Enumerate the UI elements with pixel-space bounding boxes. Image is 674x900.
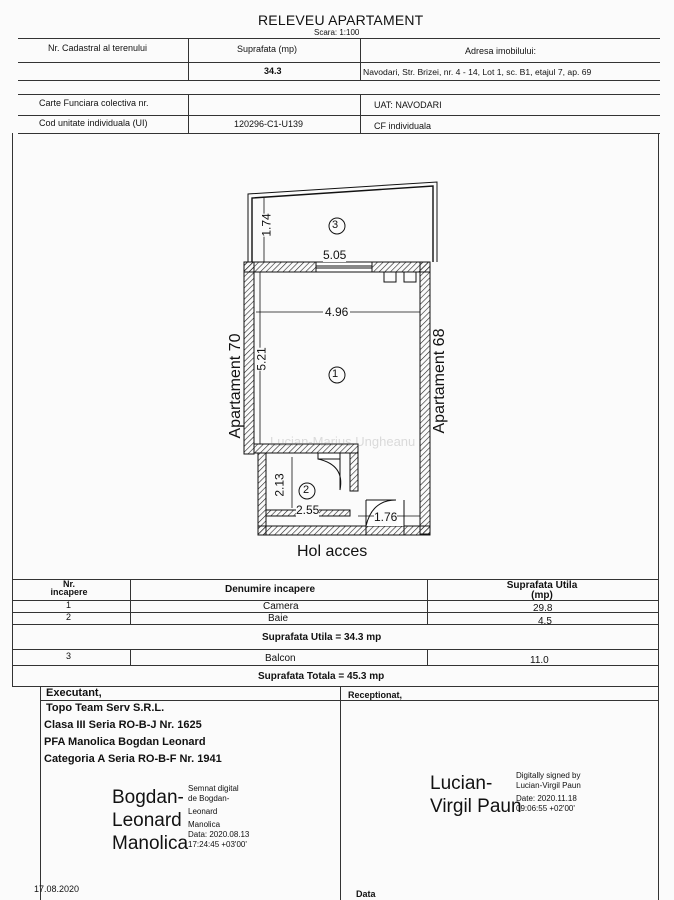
- dimension-lines: [256, 198, 420, 516]
- useful-total: Suprafata Utila = 34.3 mp: [262, 632, 382, 643]
- dim-balcony-height: 1.74: [259, 213, 274, 237]
- grand-total: Suprafata Totala = 45.3 mp: [258, 671, 385, 682]
- cadastral-label: Nr. Cadastral al terenului: [48, 43, 148, 53]
- signature-name-line: Lucian-: [430, 773, 493, 794]
- row-3-area: 11.0: [530, 655, 549, 666]
- table-col-divider: [130, 579, 131, 624]
- executant-digital-signature: [112, 786, 188, 855]
- dim-bath-width: 2.55: [296, 503, 320, 517]
- table-col-divider: [130, 649, 131, 665]
- land-book-label: Carte Funciara colectiva nr.: [39, 98, 149, 108]
- executant-company: Topo Team Serv S.R.L.: [46, 702, 165, 714]
- row-1-area: 29.8: [533, 603, 553, 614]
- uat-label: UAT: NAVODARI: [374, 100, 442, 110]
- signature-col-divider: [340, 686, 341, 900]
- dim-room-width: 4.96: [325, 305, 349, 319]
- right-neighbor-label: Apartament 68: [431, 328, 448, 434]
- dim-room-height: 5.21: [254, 347, 269, 371]
- executant-category: Categoria A Seria RO-B-F Nr. 1941: [44, 753, 222, 765]
- executant-signature-details: [188, 784, 249, 850]
- signature-name-line: Leonard: [112, 810, 182, 831]
- col-header-name: Denumire incapere: [225, 584, 316, 595]
- room-2-label: 2: [303, 484, 310, 496]
- address-value: Navodari, Str. Brizei, nr. 4 - 14, Lot 1, sc. B1, etajul 7, ap. 69: [363, 67, 592, 77]
- receptionat-digital-signature: [430, 772, 522, 818]
- signature-right-border: [658, 686, 659, 900]
- table-row-divider: [12, 665, 658, 666]
- signature-name-line: Manolica: [112, 833, 189, 854]
- dim-entry: 1.76: [374, 510, 398, 524]
- document-title: RELEVEU APARTAMENT: [258, 12, 424, 28]
- row-2-name: Baie: [268, 613, 289, 624]
- signature-detail-line: Data: 2020.08.13: [188, 830, 250, 839]
- col-header-nr: Nr. incapere: [50, 579, 88, 597]
- signature-detail-line: Manolica: [188, 820, 221, 829]
- receptionat-label: Receptionat,: [348, 690, 403, 700]
- cf-label: CF individuala: [374, 121, 432, 131]
- row-3-name: Balcon: [265, 653, 296, 664]
- row-1-name: Camera: [263, 601, 299, 612]
- entry-hall-label: Hol acces: [297, 543, 368, 560]
- signature-left-border: [40, 686, 41, 900]
- signature-detail-line: 17:24:45 +03'00': [188, 840, 247, 849]
- row-1-nr: 1: [66, 600, 72, 610]
- signature-top-border: [40, 700, 658, 701]
- table-col-divider: [427, 579, 428, 624]
- signature-detail-line: Lucian-Virgil Paun: [516, 781, 581, 790]
- row-2-nr: 2: [66, 612, 72, 622]
- table-col-divider: [427, 649, 428, 665]
- dim-bath-height: 2.13: [272, 473, 287, 497]
- address-label: Adresa imobilului:: [465, 46, 537, 56]
- signature-name-line: Bogdan-: [112, 787, 184, 808]
- table-row-divider: [12, 649, 658, 650]
- executant-pfa: PFA Manolica Bogdan Leonard: [44, 736, 206, 748]
- surface-label: Suprafata (mp): [237, 44, 298, 54]
- signature-name-line: Virgil Paun: [430, 796, 522, 817]
- executant-date: 17.08.2020: [34, 884, 80, 894]
- col-header-area: Suprafata Utila (mp): [506, 580, 578, 601]
- surface-value: 34.3: [264, 66, 282, 76]
- left-neighbor-label: Apartament 70: [227, 333, 244, 439]
- receptionat-signature-details: [516, 771, 581, 814]
- receptionat-date-label: Data: [356, 889, 376, 899]
- signature-detail-line: Date: 2020.11.18: [516, 794, 577, 803]
- signature-detail-line: Leonard: [188, 807, 218, 816]
- table-row-divider: [12, 686, 658, 687]
- signature-detail-line: de Bogdan-: [188, 794, 230, 803]
- table-row-divider: [12, 612, 658, 613]
- signature-detail-line: 09:06:55 +02'00': [516, 804, 575, 813]
- room-3-label: 3: [332, 219, 339, 231]
- row-2-area: 4.5: [538, 616, 552, 627]
- dim-balcony-width: 5.05: [323, 248, 347, 262]
- row-3-nr: 3: [66, 651, 72, 661]
- executant-class: Clasa III Seria RO-B-J Nr. 1625: [44, 719, 202, 731]
- signature-detail-line: Semnat digital: [188, 784, 239, 793]
- signature-detail-line: Digitally signed by: [516, 771, 581, 780]
- scale-label: Scara: 1:100: [314, 28, 360, 37]
- room-1-label: 1: [332, 368, 339, 380]
- unit-code-value: 120296-C1-U139: [234, 119, 304, 129]
- executant-label: Executant,: [46, 687, 102, 699]
- table-right-border: [658, 579, 659, 686]
- table-left-border: [12, 579, 13, 686]
- unit-code-label: Cod unitate individuala (UI): [39, 118, 148, 128]
- watermark: Lucian-Marius Ungheanu: [270, 434, 416, 449]
- table-row-divider: [12, 624, 658, 625]
